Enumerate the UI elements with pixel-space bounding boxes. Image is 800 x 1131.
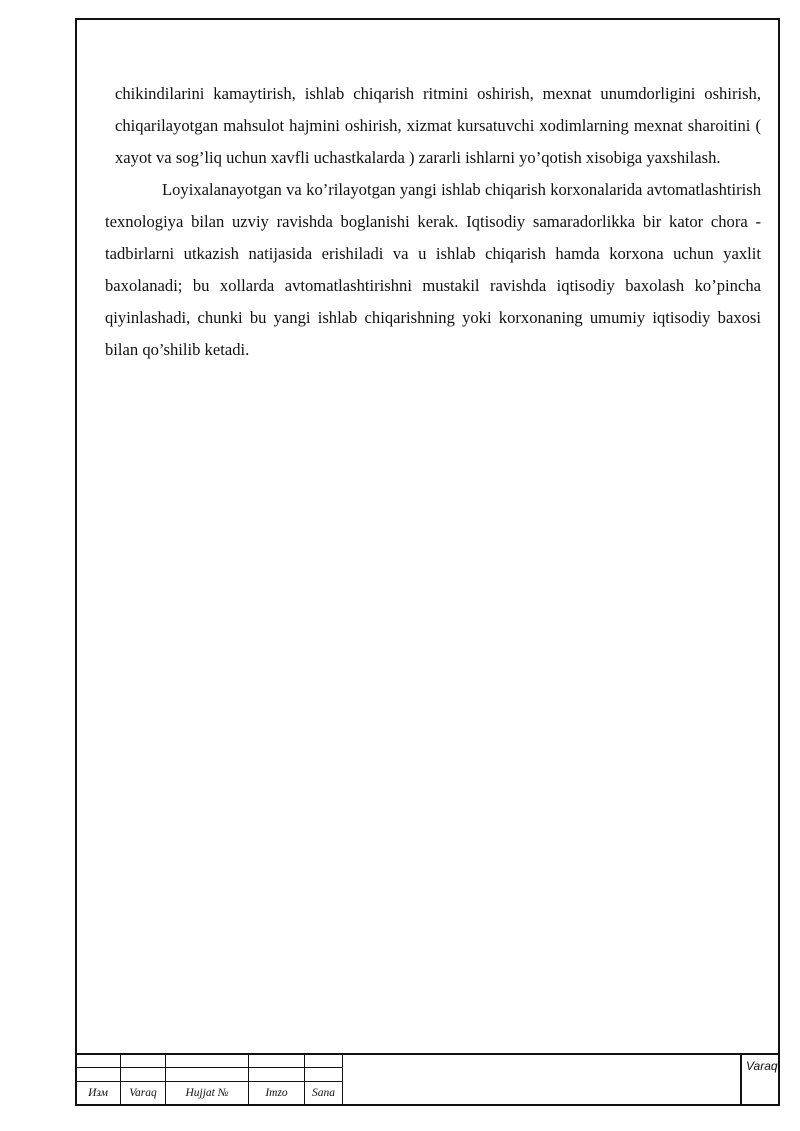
revision-header-row: [76, 1081, 343, 1105]
paragraph-continued: chikindilarini kamaytirish, ishlab chiqarish ritmini oshirish, mexnat unumdorligini oshirish, chiqarilayotgan mahsulot hajmini oshirish, xizmat kursatuvchi xodimlarning mexnat sharoitini ( xayot va sog’liq uchun xavfli uchastkalarda ) zararli ishlarni yo’qotish xisobiga yaxshilash.: [115, 84, 761, 167]
col-imzo: Imzo: [249, 1081, 305, 1105]
col-varaq: Varaq: [121, 1081, 166, 1105]
document-body: [105, 78, 761, 366]
revision-row: [76, 1067, 343, 1081]
sheet-number-box: [740, 1053, 780, 1106]
col-sana: Sana: [305, 1081, 343, 1105]
revision-row: [76, 1054, 343, 1068]
col-hujjat: Hujjat №: [166, 1081, 249, 1105]
sheet-label: Varaq: [746, 1059, 778, 1073]
title-block: [75, 1053, 780, 1106]
revision-table: [75, 1053, 343, 1106]
paragraph-main: Loyixalanayotgan va ko’rilayotgan yangi ishlab chiqarish korxonalarida avtomatlashtirish texnologiya bilan uzviy ravishda boglanishi kerak. Iqtisodiy samaradorlikka bir kator chora - tadbirlarni utkazish natijasida erishiladi va u ishlab chiqarish hamda korxona uchun yaxlit baxolanadi; bu xollarda avtomatlashtirishni mustakil ravishda iqtisodiy baxolash ko’pincha qiyinlashadi, chunki bu yangi ishlab chiqarishning yoki korxonaning umumiy iqtisodiy baxosi bilan qo’shilib ketadi.: [105, 180, 761, 359]
col-izm: Изм: [76, 1081, 121, 1105]
